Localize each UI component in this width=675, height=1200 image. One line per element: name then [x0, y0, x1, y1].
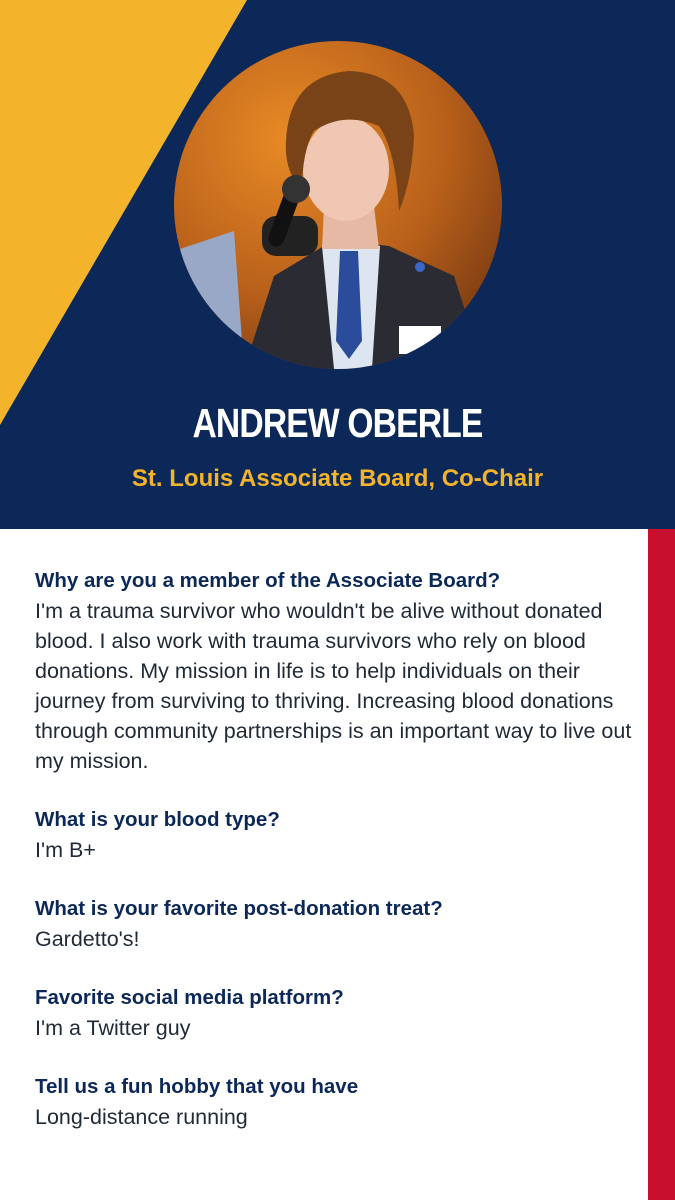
speaker-portrait-image [174, 41, 502, 369]
qa-item [35, 894, 635, 954]
qa-section [35, 566, 635, 1161]
person-role: St. Louis Associate Board, Co-Chair [131, 465, 544, 492]
answer-text: Long-distance running [35, 1105, 248, 1129]
question-text: What is your blood type? [35, 808, 280, 831]
answer-text: Gardetto's! [35, 927, 140, 951]
answer-text: I'm a trauma survivor who wouldn't be alive without donated blood. I also work with trauma survivors who rely on blood donations. My mission in life is to help individuals on their journey from surviving to thriving. Increasing blood donations through community partnerships is an important way to live out my mission. [35, 599, 632, 773]
question-text: Tell us a fun hobby that you have [35, 1075, 359, 1098]
qa-item [35, 566, 635, 776]
red-accent-bar [648, 529, 675, 1200]
person-name: ANDREW OBERLE [192, 400, 483, 446]
profile-header [0, 0, 675, 529]
question-text: Why are you a member of the Associate Board? [35, 569, 501, 592]
answer-text: I'm a Twitter guy [35, 1016, 191, 1040]
profile-photo [174, 41, 502, 369]
answer-text: I'm B+ [35, 838, 96, 862]
qa-item [35, 1072, 635, 1132]
question-text: What is your favorite post-donation treat? [35, 897, 443, 920]
question-text: Favorite social media platform? [35, 986, 344, 1009]
qa-item [35, 805, 635, 865]
qa-item [35, 983, 635, 1043]
